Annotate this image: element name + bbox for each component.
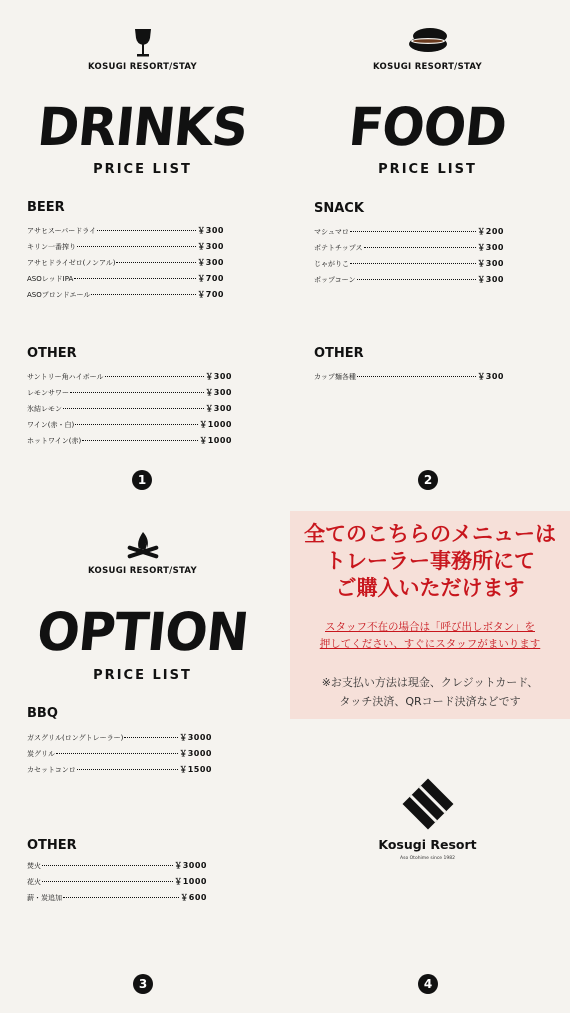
other-section-title: OTHER: [27, 838, 77, 853]
food-title: FOOD: [346, 96, 509, 158]
menu-item: ポテトチップス ￥300: [314, 243, 504, 252]
campfire-icon: [0, 530, 285, 562]
menu-item: ホットワイン(赤) ￥1000: [27, 436, 232, 445]
bbq-section-title: BBQ: [27, 706, 58, 721]
price-list-label: PRICE LIST: [378, 162, 477, 177]
page-number: 1: [132, 470, 152, 490]
menu-item: アサヒスーパードライ ￥300: [27, 226, 224, 235]
menu-item: 炭グリル ￥3000: [27, 749, 212, 758]
snack-section-title: SNACK: [314, 201, 364, 216]
menu-item: ASOブロンドエール ￥700: [27, 290, 224, 299]
menu-item: レモンサワー ￥300: [27, 388, 232, 397]
payment-methods-note: ※お支払い方法は現金、クレジットカード、 タッチ決済、QRコード決済などです: [321, 676, 539, 708]
menu-item: 薪・炭追加 ￥600: [27, 893, 207, 902]
beer-section-title: BEER: [27, 200, 65, 215]
beer-list: [27, 225, 224, 305]
logo-name: Kosugi Resort: [378, 837, 477, 852]
menu-item: キリン一番搾り ￥300: [27, 242, 224, 251]
menu-item: ワイン(赤・白) ￥1000: [27, 420, 232, 429]
menu-item: 焚火 ￥3000: [27, 861, 207, 870]
menu-item: 氷結レモン ￥300: [27, 404, 232, 413]
brand-name: KOSUGI RESORT/STAY: [88, 566, 197, 576]
brand-name: KOSUGI RESORT/STAY: [88, 62, 197, 72]
other-section-title: OTHER: [27, 346, 77, 361]
page-number: 3: [133, 974, 153, 994]
menu-item: ガスグリル(ロングトレーラー) ￥3000: [27, 733, 212, 742]
menu-item: カップ麺各種 ￥300: [314, 372, 504, 381]
option-panel: [0, 506, 285, 1013]
menu-item: ASOレッドIPA ￥700: [27, 274, 224, 283]
wine-glass-icon: [0, 28, 285, 58]
menu-item: ポップコーン ￥300: [314, 275, 504, 284]
menu-item: マシュマロ ￥200: [314, 227, 504, 236]
price-list-label: PRICE LIST: [93, 668, 192, 683]
menu-item: 花火 ￥1000: [27, 877, 207, 886]
call-button-note: スタッフ不在の場合は「呼び出しボタン」を 押してください、すぐにスタッフがまいります: [319, 621, 541, 650]
drinks-title: DRINKS: [34, 96, 251, 158]
menu-item: カセットコンロ ￥1500: [27, 765, 212, 774]
info-panel: [285, 506, 570, 1013]
dorayaki-icon: [285, 26, 570, 54]
menu-item: じゃがりこ ￥300: [314, 259, 504, 268]
other-section-title: OTHER: [314, 346, 364, 361]
other-list: [27, 860, 207, 908]
price-list-label: PRICE LIST: [93, 162, 192, 177]
food-panel: [285, 0, 570, 506]
kosugi-logo-icon: [285, 778, 570, 830]
purchase-notice: [290, 511, 570, 719]
notice-headline: 全てのこちらのメニューは トレーラー事務所にて ご購入いただけます: [304, 522, 556, 600]
logo-tagline: Aso Otohime since 1982: [400, 856, 455, 861]
brand-name: KOSUGI RESORT/STAY: [373, 62, 482, 72]
bbq-list: [27, 732, 212, 780]
menu-item: アサヒドライゼロ(ノンアル) ￥300: [27, 258, 224, 267]
drinks-panel: [0, 0, 285, 506]
page-number: 2: [418, 470, 438, 490]
snack-list: [314, 226, 504, 290]
other-list: [27, 371, 232, 451]
other-list: [314, 371, 504, 387]
option-title: OPTION: [34, 601, 251, 663]
menu-item: サントリー角ハイボール ￥300: [27, 372, 232, 381]
page-number: 4: [418, 974, 438, 994]
